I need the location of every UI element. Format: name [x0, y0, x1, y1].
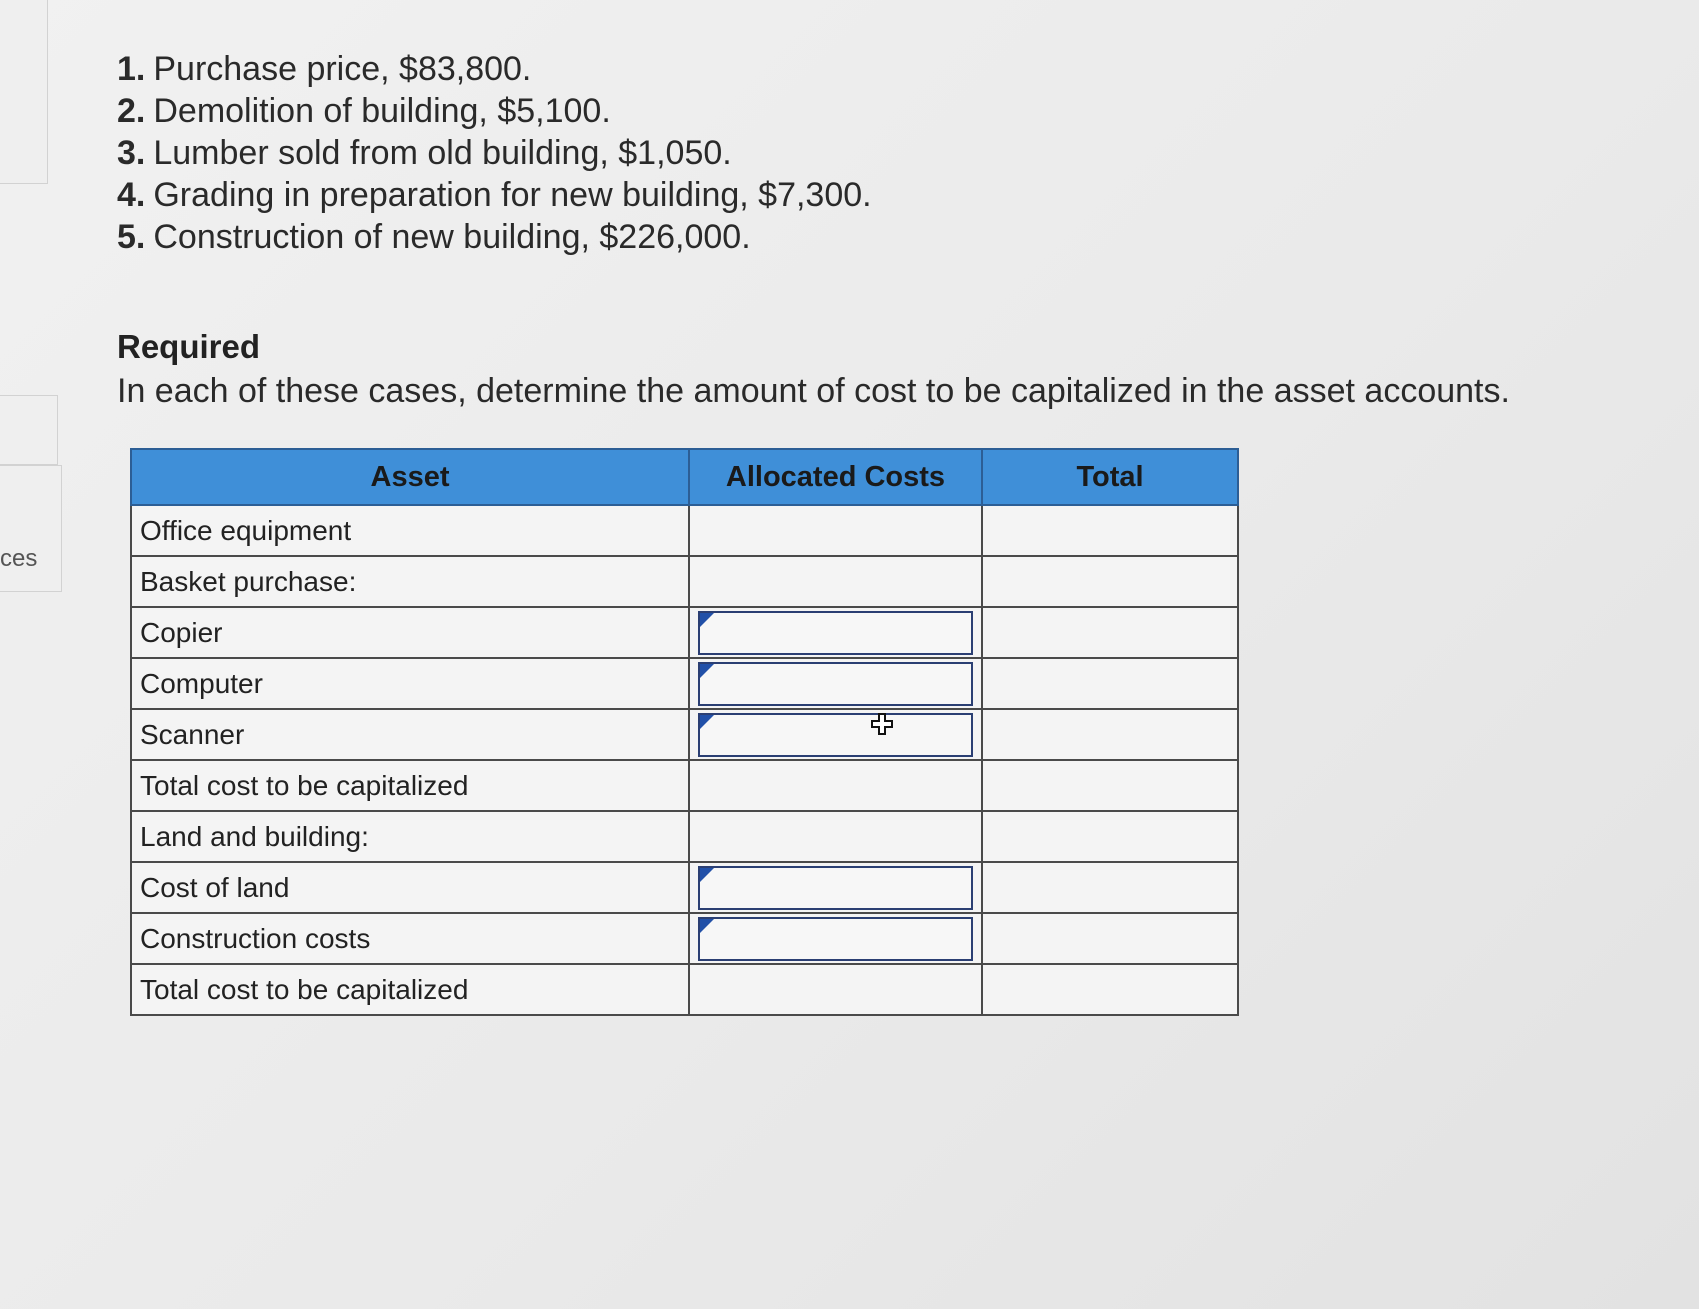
row-label-basket-purchase: Basket purchase: — [131, 556, 689, 607]
table-row — [131, 709, 1238, 760]
cost-of-land-allocated-cell — [689, 862, 982, 913]
item-text: Purchase price, $83,800. — [153, 50, 532, 88]
row-label-land-and-building: Land and building: — [131, 811, 689, 862]
table-row — [131, 811, 1238, 862]
row-label-cost-of-land: Cost of land — [131, 862, 689, 913]
row-label-total-office: Total cost to be capitalized — [131, 760, 689, 811]
item-text: Demolition of building, $5,100. — [153, 92, 611, 130]
required-instructions: In each of these cases, determine the amount of cost to be capitalized in the asset accounts. — [117, 372, 1510, 410]
input-flag-icon — [700, 664, 714, 678]
table-row — [131, 760, 1238, 811]
row-label-total-land-building: Total cost to be capitalized — [131, 964, 689, 1015]
table-row — [131, 964, 1238, 1015]
item-number: 3. — [117, 134, 146, 172]
input-flag-icon — [700, 715, 714, 729]
copier-allocated-input[interactable] — [698, 611, 973, 655]
cost-items-list — [117, 48, 1617, 258]
input-flag-icon — [700, 919, 714, 933]
list-item — [117, 174, 1617, 216]
crosshair-cursor-icon — [870, 712, 894, 736]
scanner-allocated-cell — [689, 709, 982, 760]
sidebar-partial-label[interactable]: ces — [0, 545, 38, 572]
list-item — [117, 48, 1617, 90]
table-row — [131, 556, 1238, 607]
required-heading: Required — [117, 328, 261, 365]
computer-allocated-input[interactable] — [698, 662, 973, 706]
item-number: 1. — [117, 50, 146, 88]
land-building-allocated-cell — [689, 811, 982, 862]
item-text: Construction of new building, $226,000. — [153, 218, 751, 256]
table-header-row — [131, 449, 1238, 505]
total-office-allocated-cell — [689, 760, 982, 811]
row-label-construction-costs: Construction costs — [131, 913, 689, 964]
list-item — [117, 216, 1617, 258]
computer-allocated-cell — [689, 658, 982, 709]
asset-cost-table — [130, 448, 1239, 1016]
copier-allocated-cell — [689, 607, 982, 658]
office-equipment-total-cell[interactable] — [982, 505, 1238, 556]
construction-costs-total-cell — [982, 913, 1238, 964]
table-row — [131, 607, 1238, 658]
table-row — [131, 658, 1238, 709]
header-asset: Asset — [131, 449, 689, 505]
total-land-building-total-input[interactable] — [982, 964, 1238, 1015]
item-number: 2. — [117, 92, 146, 130]
sidebar-panel-top — [0, 0, 48, 184]
construction-costs-allocated-input[interactable] — [698, 917, 973, 961]
item-text: Grading in preparation for new building, $7,300. — [153, 176, 872, 214]
cost-of-land-allocated-input[interactable] — [698, 866, 973, 910]
copier-total-cell — [982, 607, 1238, 658]
table-row — [131, 505, 1238, 556]
row-label-copier: Copier — [131, 607, 689, 658]
basket-purchase-allocated-cell — [689, 556, 982, 607]
cost-of-land-total-cell — [982, 862, 1238, 913]
table-row — [131, 913, 1238, 964]
question-content — [117, 48, 1617, 411]
computer-total-cell — [982, 658, 1238, 709]
row-label-scanner: Scanner — [131, 709, 689, 760]
input-flag-icon — [700, 613, 714, 627]
scanner-allocated-input[interactable] — [698, 713, 973, 757]
land-building-total-cell — [982, 811, 1238, 862]
office-equipment-allocated-input[interactable] — [689, 505, 982, 556]
table-row — [131, 862, 1238, 913]
construction-costs-allocated-cell — [689, 913, 982, 964]
list-item — [117, 132, 1617, 174]
header-total: Total — [982, 449, 1238, 505]
item-number: 4. — [117, 176, 146, 214]
sidebar-panel-middle — [0, 395, 58, 465]
row-label-office-equipment: Office equipment — [131, 505, 689, 556]
total-land-building-allocated-cell — [689, 964, 982, 1015]
scanner-total-cell — [982, 709, 1238, 760]
item-text: Lumber sold from old building, $1,050. — [153, 134, 732, 172]
item-number: 5. — [117, 218, 146, 256]
basket-purchase-total-cell — [982, 556, 1238, 607]
header-allocated-costs: Allocated Costs — [689, 449, 982, 505]
input-flag-icon — [700, 868, 714, 882]
row-label-computer: Computer — [131, 658, 689, 709]
total-office-total-input[interactable] — [982, 760, 1238, 811]
list-item — [117, 90, 1617, 132]
